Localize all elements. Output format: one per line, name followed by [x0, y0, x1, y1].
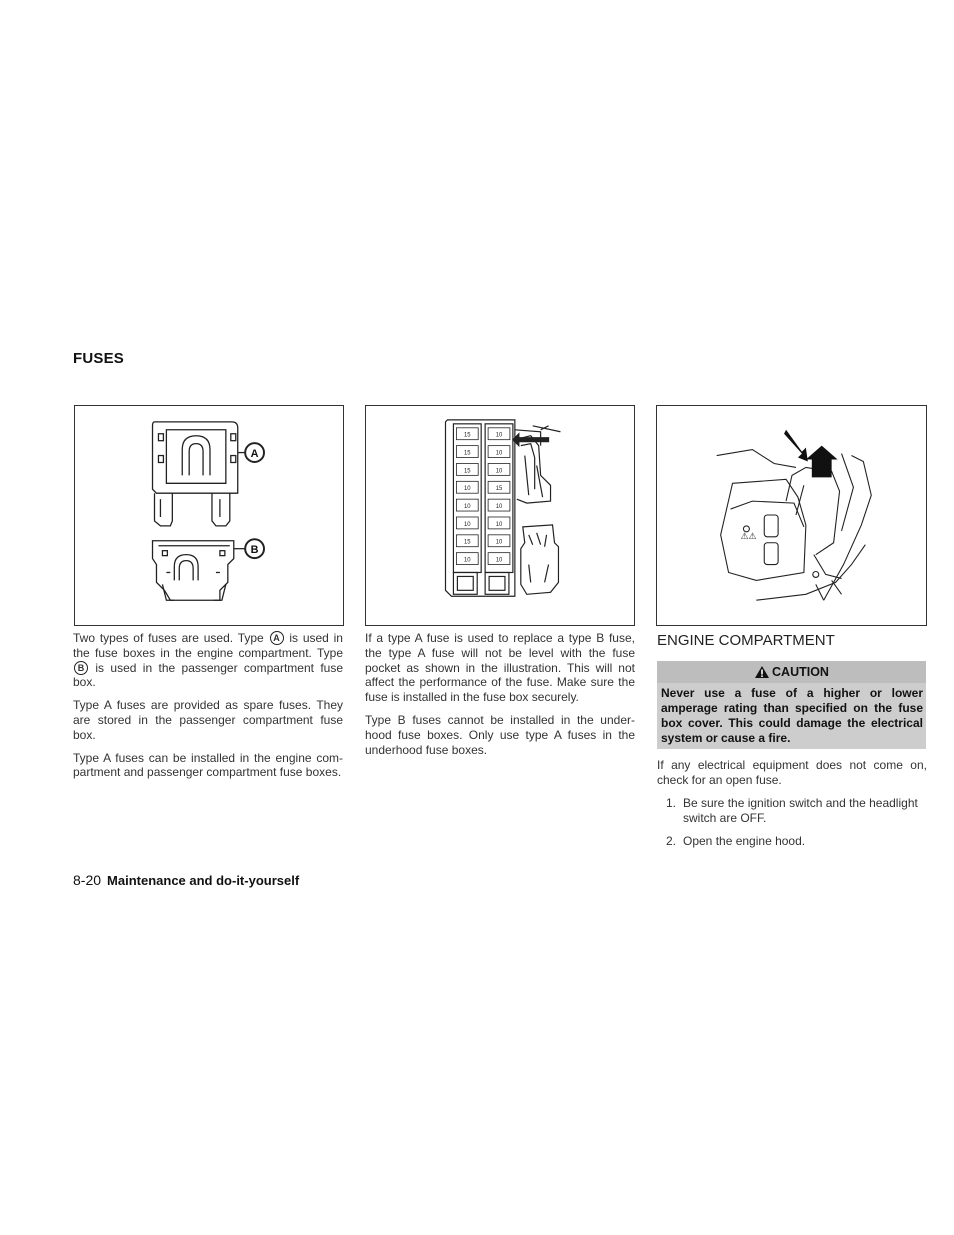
- col1-paragraph-1: Two types of fuses are used. Type A is used in the fuse boxes in the engine compartment. Type B is used in the passenger compartment fuse box.: [73, 631, 343, 690]
- fuse-rating-label: 15: [495, 486, 503, 493]
- fuse-rating-label: 10: [463, 504, 471, 511]
- fuse-rating-label: 15: [463, 539, 471, 546]
- col1-paragraph-2: Type A fuses are provided as spare fuses. They are stored in the passenger compartment fuse box.: [73, 698, 343, 742]
- col1-paragraph-3: Type A fuses can be installed in the engine com-partment and passenger compartment fuse boxes.: [73, 750, 343, 780]
- section-title: FUSES: [73, 350, 125, 367]
- footer-title: Maintenance and do-it-yourself: [107, 873, 300, 888]
- fuse-rating-label: 10: [495, 539, 503, 546]
- svg-text:⚠⚠: ⚠⚠: [740, 530, 757, 541]
- caution-text: Never use a fuse of a higher or lower amperage rating than specified on the fuse box cover. This could damage the electrical system or cause a fire.: [661, 686, 923, 745]
- col2-paragraph-2: Type B fuses cannot be installed in the under-hood fuse boxes. Only use type A fuses in the underhood fuse boxes.: [365, 712, 635, 757]
- fuse-rating-label: 10: [463, 486, 471, 493]
- fuse-rating-label: 10: [495, 521, 503, 528]
- col3-paragraph-1: If any electrical equipment does not come on, check for an open fuse.: [657, 758, 927, 787]
- fuse-rating-label: 10: [463, 557, 471, 564]
- fuse-rating-label: 15: [463, 468, 471, 475]
- fuse-rating-label: 10: [495, 557, 503, 564]
- fuse-rating-label: 10: [463, 521, 471, 528]
- circle-b-icon: B: [74, 661, 88, 675]
- fuse-rating-label: 10: [495, 468, 503, 475]
- fuse-rating-label: 10: [495, 450, 503, 457]
- list-item: 2. Open the engine hood.: [665, 834, 806, 848]
- fuse-slot-labels: [456, 428, 510, 565]
- engine-compartment-figure: [656, 405, 927, 626]
- page-footer: [73, 872, 299, 888]
- fuse-rating-label: 10: [495, 504, 503, 511]
- column-3: [657, 758, 927, 857]
- circle-a-icon: A: [270, 631, 284, 645]
- warning-triangle-icon: [754, 665, 770, 679]
- steps-list: [657, 796, 927, 849]
- caution-box: [657, 661, 926, 749]
- fuse-box-illustration: [366, 406, 634, 625]
- engine-compartment-illustration: [657, 406, 926, 625]
- fuse-rating-label: 10: [495, 432, 503, 439]
- fuse-rating-label: 15: [463, 432, 471, 439]
- fuse-types-figure: [74, 405, 344, 626]
- caution-header: [657, 661, 926, 683]
- col2-paragraph-1: If a type A fuse is used to replace a type B fuse, the type A fuse will not be level with the fuse pocket as shown in the illustration. This will not affect the performance of the fuse. Make sure the fuse is installed in the fuse box securely.: [365, 631, 635, 705]
- fuse-rating-label: 15: [463, 450, 471, 457]
- page-number: 8-20: [73, 872, 102, 888]
- fuse-box-figure: [365, 405, 635, 626]
- caution-title: CAUTION: [772, 665, 829, 679]
- label-a: A: [250, 448, 259, 461]
- column-2: [365, 631, 635, 765]
- label-b: B: [250, 544, 259, 557]
- column-1: [73, 631, 343, 788]
- engine-compartment-heading: ENGINE COMPARTMENT: [657, 632, 835, 649]
- fuse-types-illustration: [75, 406, 343, 625]
- list-item: 1. Be sure the ignition switch and the headlight switch are OFF.: [665, 796, 918, 825]
